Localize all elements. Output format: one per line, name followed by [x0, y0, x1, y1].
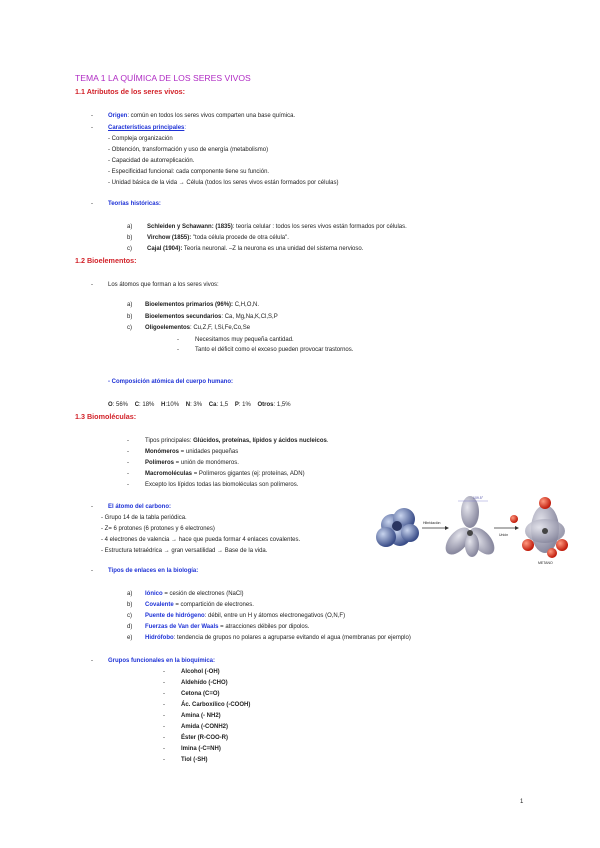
- grupo-item: Imina (-C=NH): [181, 746, 221, 752]
- teoria-name: Virchow (1855):: [147, 235, 192, 241]
- element-value: : 1,5: [216, 402, 229, 408]
- term-bold: Monómeros: [145, 449, 180, 455]
- element-value: :10%: [165, 402, 180, 408]
- enlace-item: [145, 601, 254, 609]
- list-item: - Capacidad de autorreplicación.: [108, 158, 195, 164]
- list-item: - Grupo 14 de la tabla periódica.: [101, 515, 187, 521]
- polimeros-line: [145, 459, 239, 467]
- bullet-dash: -: [127, 449, 129, 455]
- grupo-item: Amina (- NH2): [181, 713, 221, 719]
- term-text: = unión de monómeros.: [174, 460, 239, 466]
- teoria-item: [147, 223, 407, 231]
- enlace-item: [145, 623, 309, 631]
- fig-label-hibridacion: Hibridación: [423, 521, 441, 525]
- sp3-orbitals-icon: [441, 496, 499, 559]
- bullet-dash: -: [91, 201, 93, 207]
- bullet-dash: -: [163, 680, 165, 686]
- page-number: 1: [520, 799, 524, 805]
- element-symbol: Ca: [208, 402, 217, 408]
- bioelemento-item: [145, 313, 278, 321]
- grupo-item: Ác. Carboxílico (-COOH): [181, 702, 251, 708]
- list-item: - Compleja organización: [108, 136, 173, 142]
- grupo-item: Amida (-CONH2): [181, 724, 229, 730]
- bullet-dash: -: [163, 724, 165, 730]
- bioelemento-item: [145, 324, 250, 332]
- fig-label-angle: 109.5°: [473, 496, 484, 500]
- tipos-prefix: Tipos principales:: [145, 438, 194, 444]
- element-symbol: H: [161, 402, 166, 408]
- grupo-item: Éster (R-COO-R): [181, 735, 229, 741]
- carbono-label: El átomo del carbono:: [108, 504, 172, 510]
- list-item: - 4 electrones de valencia → hace que pueda formar 4 enlaces covalentes.: [101, 537, 301, 543]
- origen-label: Origen: [108, 113, 128, 119]
- element-symbol: Otros: [257, 402, 274, 408]
- teoria-item: [147, 234, 289, 242]
- enlace-text: : tendencia de grupos no polares a agruparse evitando el agua (membranas por ejemplo): [173, 635, 411, 641]
- element-symbol: N: [185, 402, 191, 408]
- enlace-text: = compartición de electrones.: [173, 602, 254, 608]
- monomeros-line: [145, 448, 238, 456]
- enlace-name: Hidrófobo: [145, 635, 174, 641]
- p-orbitals-icon: [376, 508, 419, 547]
- bullet-dash: -: [127, 460, 129, 466]
- list-marker: c): [127, 325, 132, 331]
- teoria-text: : teoría celular : todos los seres vivos están formados por células.: [232, 224, 407, 230]
- teoria-text: "toda célula procede de otra célula".: [191, 235, 289, 241]
- bioelemento-text: : Ca, Mg,Na,K,Cl,S,P: [221, 314, 278, 320]
- enlace-item: [145, 612, 345, 620]
- term-text: = unidades pequeñas: [179, 449, 239, 455]
- element-value: : 18%: [139, 402, 155, 408]
- element-value: : 56%: [112, 402, 129, 408]
- grupo-item: Tiol (-SH): [181, 757, 208, 763]
- bullet-dash: -: [127, 482, 129, 488]
- teoria-name: Cajal (1904):: [147, 246, 183, 252]
- origen-line: [108, 112, 295, 120]
- section-heading-1-1: 1.1 Atributos de los seres vivos:: [75, 87, 185, 96]
- section-heading-1-3: 1.3 Biomoléculas:: [75, 412, 137, 421]
- hybridization-diagram: [370, 495, 575, 567]
- composicion-values: [108, 401, 291, 409]
- list-item: - Estructura tetraédrica → gran versatilidad → Base de la vida.: [101, 548, 268, 554]
- bioelemento-text: : Cu,Z,F, I,Si,Fe,Co,Se: [190, 325, 251, 331]
- enlace-name: Covalente: [145, 602, 174, 608]
- bullet-dash: -: [91, 113, 93, 119]
- fig-label-union: Unión: [499, 533, 509, 537]
- methane-molecule-icon: [522, 497, 568, 558]
- enlace-item: [145, 590, 244, 598]
- element-symbol: P: [234, 402, 239, 408]
- enlace-text: = cesión de electrones (NaCl): [162, 591, 244, 597]
- bullet-dash: -: [163, 735, 165, 741]
- list-item: Tanto el déficit como el exceso pueden provocar trastornos.: [195, 347, 354, 353]
- tipos-line: [145, 437, 329, 445]
- excepto-line: Excepto los lípidos todas las biomoléculas son polímeros.: [145, 482, 299, 488]
- element-value: : 1%: [238, 402, 251, 408]
- list-marker: b): [127, 235, 133, 241]
- bullet-dash: -: [127, 471, 129, 477]
- bioelemento-text: C,H,O,N.: [233, 302, 260, 308]
- element-symbol: O: [108, 402, 113, 408]
- composicion-label: - Composición atómica del cuerpo humano:: [108, 379, 234, 385]
- bioelemento-name: Bioelementos secundarios: [145, 314, 222, 320]
- enlace-item: [145, 634, 411, 642]
- term-text: = Polímeros gigantes (ej: proteínas, ADN): [192, 471, 305, 477]
- list-marker: b): [127, 314, 133, 320]
- enlace-name: Puente de hidrógeno: [145, 613, 205, 619]
- element-value: : 3%: [190, 402, 203, 408]
- list-marker: e): [127, 635, 133, 641]
- grupo-item: Alcohol (-OH): [181, 669, 220, 675]
- enlace-name: Fuerzas de Van der Waals: [145, 624, 219, 630]
- section-heading-1-2: 1.2 Bioelementos:: [75, 256, 137, 265]
- enlace-text: = atracciones débiles por dipolos.: [218, 624, 310, 630]
- carbon-hybridization-figure: [370, 495, 575, 567]
- bullet-dash: -: [91, 568, 93, 574]
- bullet-dash: -: [163, 746, 165, 752]
- bioelementos-intro: Los átomos que forman a los seres vivos:: [108, 282, 219, 288]
- teoria-name: Schleiden y Schawann: (1835): [147, 224, 233, 230]
- grupo-item: Aldehído (-CHO): [181, 680, 228, 686]
- list-item: Necesitamos muy pequeña cantidad.: [195, 337, 294, 343]
- bullet-dash: -: [91, 658, 93, 664]
- fig-label-metano: METANO: [538, 561, 553, 565]
- element-value: : 1,5%: [273, 402, 291, 408]
- list-marker: c): [127, 613, 132, 619]
- grupos-label: Grupos funcionales en la bioquímica:: [108, 658, 216, 664]
- bioelemento-item: [145, 301, 259, 309]
- teorias-label: Teorías históricas:: [108, 201, 161, 207]
- caract-colon: :: [184, 125, 187, 131]
- bullet-dash: -: [91, 282, 93, 288]
- list-marker: c): [127, 246, 132, 252]
- list-marker: a): [127, 224, 133, 230]
- page-title: TEMA 1 LA QUÍMICA DE LOS SERES VIVOS: [75, 73, 251, 83]
- bullet-dash: -: [177, 337, 179, 343]
- bioelemento-name: Oligoelementos: [145, 325, 191, 331]
- term-bold: Polímeros: [145, 460, 175, 466]
- list-item: - Z= 6 protones (6 protones y 6 electrones): [101, 526, 215, 532]
- teoria-item: [147, 245, 363, 253]
- bullet-dash: -: [163, 757, 165, 763]
- bullet-dash: -: [127, 438, 129, 444]
- element-symbol: C: [134, 402, 140, 408]
- list-marker: a): [127, 302, 133, 308]
- bullet-dash: -: [177, 347, 179, 353]
- list-marker: b): [127, 602, 133, 608]
- origen-text: : común en todos los seres vivos comparten una base química.: [127, 113, 296, 119]
- enlace-name: Iónico: [145, 591, 163, 597]
- caract-line: [108, 124, 186, 132]
- bullet-dash: -: [163, 713, 165, 719]
- term-bold: Macromoléculas: [145, 471, 193, 477]
- list-marker: d): [127, 624, 133, 630]
- list-marker: a): [127, 591, 133, 597]
- enlace-text: : débil, entre un H y átomos electronegativos (O,N,F): [204, 613, 346, 619]
- enlaces-label: Tipos de enlaces en la biología:: [108, 568, 199, 574]
- bullet-dash: -: [163, 669, 165, 675]
- bullet-dash: -: [163, 702, 165, 708]
- bioelemento-name: Bioelementos primarios (96%):: [145, 302, 234, 308]
- bullet-dash: -: [163, 691, 165, 697]
- grupo-item: Cetona (C=O): [181, 691, 220, 697]
- macromoleculas-line: [145, 470, 305, 478]
- bullet-dash: -: [91, 504, 93, 510]
- tipos-suffix: .: [326, 438, 329, 444]
- teoria-text: Teoría neuronal. –Z la neurona es una unidad del sistema nervioso.: [182, 246, 364, 252]
- tipos-bold: Glúcidos, proteínas, lípidos y ácidos nucleicos: [193, 438, 327, 444]
- bullet-dash: -: [91, 125, 93, 131]
- list-item: - Unidad básica de la vida → Célula (todos los seres vivos están formados por células): [108, 180, 339, 186]
- caract-label: Características principales: [108, 125, 185, 131]
- list-item: - Obtención, transformación y uso de energía (metabolismo): [108, 147, 269, 153]
- list-item: - Especificidad funcional: cada componente tiene su función.: [108, 169, 270, 175]
